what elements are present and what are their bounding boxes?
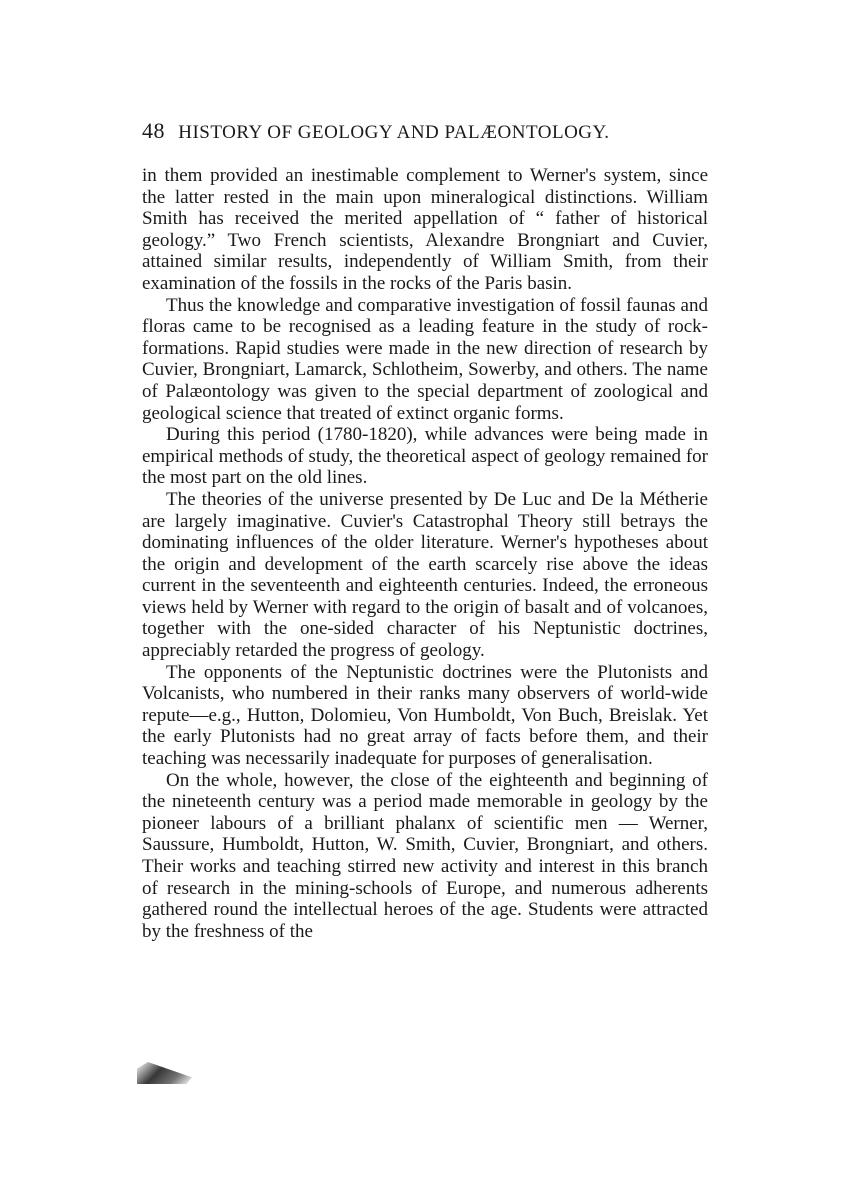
- paragraph-2: Thus the knowledge and comparative investigation of fossil faunas and floras came to be recognised as a leading feature in the study of rock-formations. Rapid studies were made in the new direction of research by Cuvier, Brongniart, Lamarck, Schlotheim, Sowerby, and others. The name of Palæontology was given to the special department of zoological and geological science that treated of extinct organic forms.: [142, 294, 708, 424]
- paragraph-4: The theories of the universe presented by De Luc and De la Métherie are largely imaginative. Cuvier's Catastrophal Theory still betrays the dominating influences of the older literature. Werner's hypotheses about the origin and development of the earth scarcely rise above the ideas current in the seventeenth and eighteenth centuries. Indeed, the erroneous views held by Werner with regard to the origin of basalt and of volcanoes, together with the one-sided character of his Neptunistic doctrines, appreciably retarded the progress of geology.: [142, 488, 708, 662]
- scan-smudge: [137, 1062, 192, 1084]
- paragraph-1: in them provided an inestimable complement to Werner's system, since the latter rested in the main upon mineralogical distinctions. William Smith has received the merited appellation of “ father of historical geology.” Two French scientists, Alexandre Brongniart and Cuvier, attained similar results, independently of William Smith, from their examination of the fossils in the rocks of the Paris basin.: [142, 165, 708, 294]
- paragraph-6: On the whole, however, the close of the eighteenth and beginning of the nineteenth century was a period made memorable in geology by the pioneer labours of a brilliant phalanx of scientific men — Werner, Saussure, Humboldt, Hutton, W. Smith, Cuvier, Brongniart, and others. Their works and teaching stirred new activity and interest in this branch of research in the mining-schools of Europe, and numerous adherents gathered round the intellectual heroes of the age. Students were attracted by the freshness of the: [142, 769, 708, 942]
- body-text: [142, 165, 708, 942]
- running-head: [142, 118, 708, 144]
- paragraph-3: During this period (1780-1820), while advances were being made in empirical methods of study, the theoretical aspect of geology remained for the most part on the old lines.: [142, 424, 708, 489]
- page-number: 48: [142, 118, 165, 143]
- paragraph-5: The opponents of the Neptunistic doctrines were the Plutonists and Volcanists, who numbered in their ranks many observers of world-wide repute—e.g., Hutton, Dolomieu, Von Humboldt, Von Buch, Breislak. Yet the early Plutonists had no great array of facts before them, and their teaching was necessarily inadequate for purposes of generalisation.: [142, 661, 708, 770]
- running-title: HISTORY OF GEOLOGY AND PALÆONTOLOGY.: [178, 122, 610, 143]
